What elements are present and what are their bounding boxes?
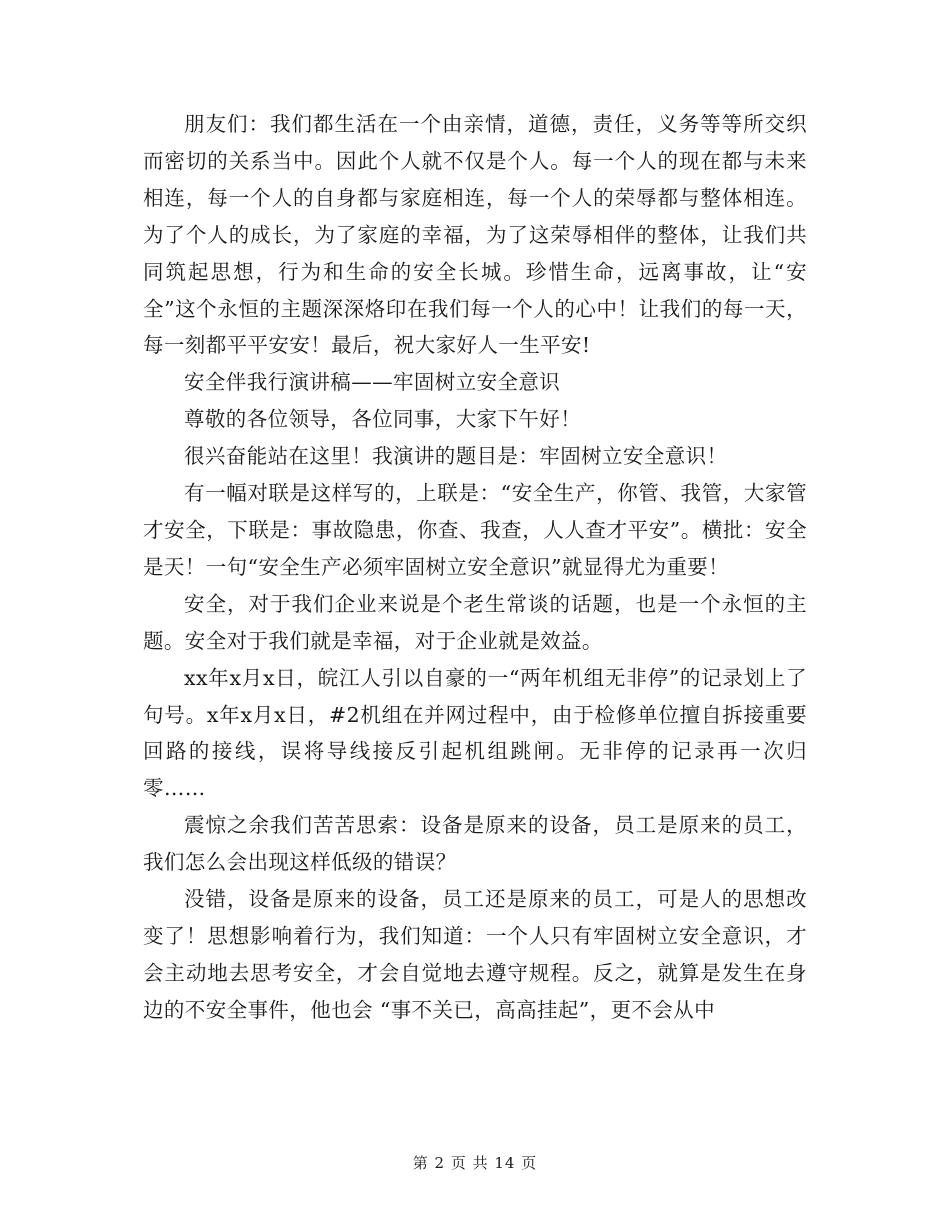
page-footer xyxy=(0,1152,950,1173)
paragraph-couplet: 有一幅对联是这样写的，上联是：“安全生产，你管、我管，大家管才安全，下联是：事故隐患，你查、我查，人人查才平安”。横批：安全是天！一句“安全生产必须牢固树立安全意识”就显得尤为重要！ xyxy=(143,481,807,579)
footer-middle: 页 共 xyxy=(450,1154,489,1172)
paragraph-speech-title: 安全伴我行演讲稿——牢固树立安全意识 xyxy=(184,370,561,395)
paragraph-greeting: 尊敬的各位领导，各位同事，大家下午好！ xyxy=(184,407,582,432)
paragraph-topic: 很兴奋能站在这里！我演讲的题目是：牢固树立安全意识！ xyxy=(184,444,728,469)
footer-suffix: 页 xyxy=(521,1154,538,1172)
document-body xyxy=(143,106,807,1029)
footer-prefix: 第 xyxy=(412,1154,429,1172)
paragraph-reflection: 震惊之余我们苦苦思索：设备是原来的设备，员工是原来的员工，我们怎么会出现这样低级的错误？ xyxy=(143,813,807,875)
paragraph-incident: xx年x月x日，皖江人引以自豪的一“两年机组无非停”的记录划上了句号。x年x月x日，#2机组在并网过程中，由于检修单位擅自拆接重要回路的接线，误将导线接反引起机组跳闸。无非停的记录再一次归零…… xyxy=(143,665,807,801)
paragraph-closing-remarks: 朋友们：我们都生活在一个由亲情，道德，责任，义务等等所交织而密切的关系当中。因此个人就不仅是个人。每一个人的现在都与未来相连，每一个人的自身都与家庭相连，每一个人的荣辱都与整体相连。为了个人的成长，为了家庭的幸福，为了这荣辱相伴的整体，让我们共同筑起思想，行为和生命的安全长城。珍惜生命，远离事故，让“安全”这个永恒的主题深深烙印在我们每一个人的心中！让我们的每一天，每一刻都平平安安！最后，祝大家好人一生平安! xyxy=(143,112,807,358)
footer-total-pages: 14 xyxy=(494,1154,516,1172)
paragraph-mindset: 没错，设备是原来的设备，员工还是原来的员工，可是人的思想改变了！思想影响着行为，我们知道：一个人只有牢固树立安全意识，才会主动地去思考安全，才会自觉地去遵守规程。反之，就算是发生在身边的不安全事件，他也会 “事不关已，高高挂起”，更不会从中 xyxy=(143,887,807,1022)
paragraph-safety-theme: 安全，对于我们企业来说是个老生常谈的话题，也是一个永恒的主题。安全对于我们就是幸福，对于企业就是效益。 xyxy=(143,591,807,653)
footer-current-page: 2 xyxy=(434,1154,446,1172)
